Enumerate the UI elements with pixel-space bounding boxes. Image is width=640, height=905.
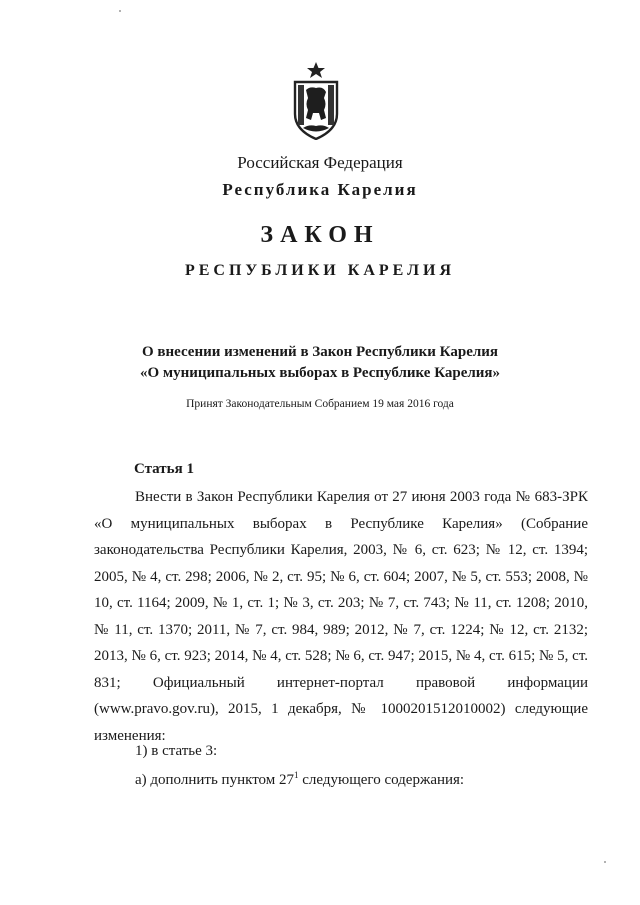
law-title: ЗАКОН [260, 222, 380, 248]
item-text: следующего содержания: [298, 772, 465, 788]
list-item: 1) в статье 3: [135, 743, 218, 759]
republic-name: Республика Карелия [222, 180, 418, 199]
country-name: Российская Федерация [237, 153, 403, 172]
adoption-note: Принят Законодательным Собранием 19 мая 2016 года [186, 398, 454, 410]
law-subtitle: РЕСПУБЛИКИ КАРЕЛИЯ [184, 262, 456, 279]
list-item [135, 772, 464, 789]
superscript: 1 [294, 770, 299, 780]
scan-speck [119, 10, 121, 12]
article-paragraph: Внести в Закон Республики Карелия от 27 июня 2003 года № 683-ЗРК «О муниципальных выборах в Республике Карелия» (Собрание законодательства Республики Карелия, 2003, № 6, ст. 623; № 12, ст. 1394; 2005, № 4, ст. 298; 2006, № 2, ст. 95; № 6, ст. 604; 2007, № 5, ст. 553; 2008, № 10, ст. 1164; 2009, № 1, ст. 1; № 3, ст. 203; № 7, ст. 743; № 11, ст. 1208; 2010, № 11, ст. 1370; 2011, № 7, ст. 984, 989; 2012, № 7, ст. 1224; № 12, ст. 2132; 2013, № 6, ст. 923; 2014, № 4, ст. 528; № 6, ст. 947; 2015, № 4, ст. 615; № 5, ст. 831; Официальный интернет-портал правовой информации (www.pravo.gov.ru), 2015, 1 декабря, № 1000201512010002) следующие изменения: [94, 489, 588, 744]
subject-line-2: «О муниципальных выборах в Республике Карелия» [139, 365, 501, 381]
article-heading: Статья 1 [134, 461, 194, 477]
item-text: а) дополнить пунктом 27 [135, 772, 295, 788]
coat-of-arms-icon [291, 62, 341, 140]
scan-speck [604, 861, 606, 863]
subject-line-1: О внесении изменений в Закон Республики Карелия [141, 344, 499, 360]
